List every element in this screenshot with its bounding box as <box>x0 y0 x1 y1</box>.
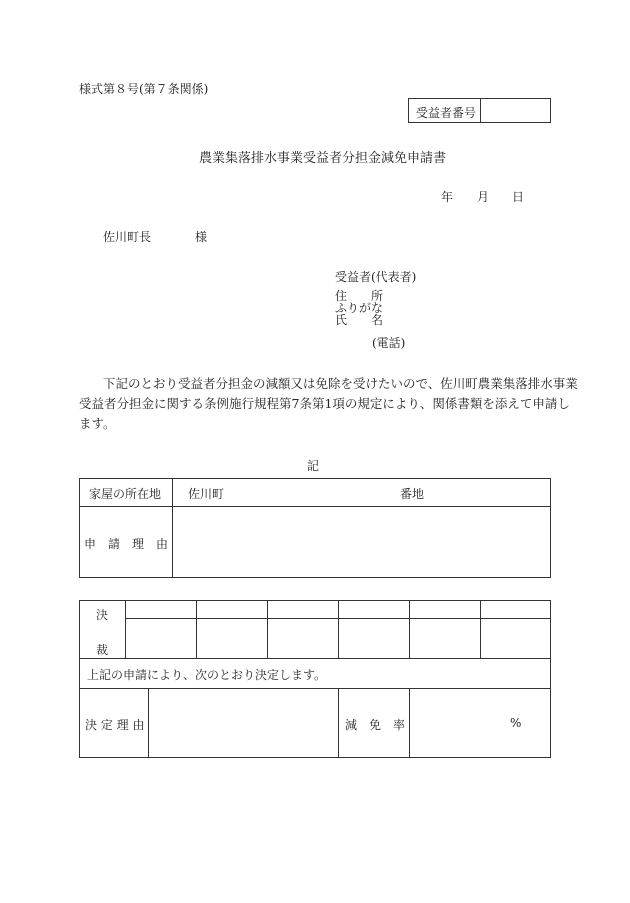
reason-field[interactable] <box>180 514 544 570</box>
applicant-heading: 受益者(代表者) <box>335 270 417 284</box>
location-label: 家屋の所在地 <box>89 487 162 501</box>
decision-notice: 上記の申請により、次のとおり決定します。 <box>87 668 327 682</box>
recipient-number-label: 受益者番号 <box>416 106 477 120</box>
stamp-col-divider <box>338 600 339 658</box>
stamp-col-divider <box>409 600 410 658</box>
decision-reason-label: 決 定 理 由 <box>85 718 145 732</box>
stamp-col-divider <box>196 600 197 658</box>
application-table-row-divider <box>79 506 551 507</box>
addressee-name: 佐川町長 <box>103 230 152 244</box>
decision-rate-divider-left <box>338 688 339 758</box>
decision-reason-divider <box>148 688 149 758</box>
location-lot: 番地 <box>400 487 425 501</box>
body-line-3: ます。 <box>79 416 116 431</box>
body-line-1: 下記のとおり受益者分担金の減額又は免除を受けたいので、佐川町農業集落排水事業 <box>103 376 578 391</box>
phone-label: (電話) <box>372 336 406 350</box>
name-label: 氏 名 <box>335 313 384 327</box>
decision-label-divider <box>125 600 126 658</box>
reason-label: 申 請 理 由 <box>84 537 169 551</box>
address-label: 住 所 <box>335 289 384 303</box>
notice-row-top <box>79 658 551 659</box>
document-title: 農業集落排水事業受益者分担金減免申請書 <box>199 151 447 166</box>
application-table-col-divider <box>172 478 173 578</box>
recipient-number-divider <box>480 98 481 123</box>
date-month-label: 月 <box>477 190 490 204</box>
body-line-2: 受益者分担金に関する条例施行規程第7条第1項の規定により、関係書類を添えて申請し <box>79 396 570 411</box>
date-day-label: 日 <box>512 190 525 204</box>
furigana-label: ふりがな <box>335 301 384 315</box>
stamp-col-divider <box>480 600 481 658</box>
decision-reason-field[interactable] <box>155 695 331 751</box>
addressee-honorific: 様 <box>195 230 208 244</box>
location-town: 佐川町 <box>188 487 225 501</box>
decision-row-top <box>79 688 551 689</box>
reduction-rate-percent: % <box>510 716 522 730</box>
form-number: 様式第８号(第７条関係) <box>79 82 209 96</box>
reduction-rate-label: 減 免 率 <box>345 718 406 732</box>
decision-label-top: 決 <box>96 608 109 622</box>
decision-label-bottom: 裁 <box>96 643 109 657</box>
date-year-label: 年 <box>441 190 454 204</box>
decision-rate-divider-right <box>409 688 410 758</box>
stamp-col-divider <box>267 600 268 658</box>
ki-heading: 記 <box>307 459 320 473</box>
